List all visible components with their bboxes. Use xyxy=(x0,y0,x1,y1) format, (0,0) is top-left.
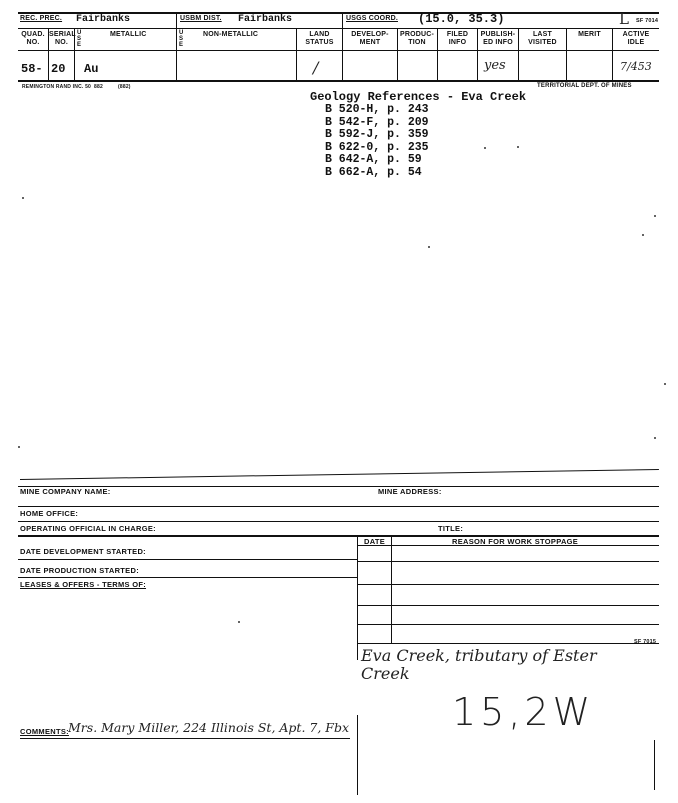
printer-paren: (882) xyxy=(118,84,131,90)
row-active-idle: 7/453 xyxy=(620,60,652,73)
geology-ref: B 662-A, p. 54 xyxy=(325,165,422,179)
mine-address-label: MINE ADDRESS: xyxy=(378,487,442,496)
printer-code: 882 xyxy=(94,84,103,90)
form-number-bottom: SF 7015 xyxy=(634,639,657,645)
corner-mark: L xyxy=(619,10,629,28)
col-non-metallic: NON-METALLIC xyxy=(203,31,259,38)
geology-ref: B 642-A, p. 59 xyxy=(325,153,422,166)
usbm-dist-label: USBM DIST. xyxy=(180,15,222,22)
geology-ref: B 622-0, p. 235 xyxy=(325,140,429,154)
col-use-u-2: U xyxy=(179,30,184,36)
col-development: DEVELOP-MENT xyxy=(351,31,389,46)
reason-column-header: REASON FOR WORK STOPPAGE xyxy=(452,537,579,546)
col-filed-info: FILED INFO xyxy=(446,31,469,46)
handwritten-location-line2: Creek xyxy=(361,664,410,683)
comments-label: COMMENTS: xyxy=(20,727,69,736)
col-quad-no: QUAD. NO. xyxy=(21,31,45,46)
col-production: PRODUC-TION xyxy=(399,31,435,46)
row-serial: 20 xyxy=(51,62,66,76)
geology-title: Geology References - Eva Creek xyxy=(310,90,527,104)
row-metallic: Au xyxy=(84,62,99,76)
col-land-status: LAND STATUS xyxy=(305,31,334,46)
operating-official-label: OPERATING OFFICIAL IN CHARGE: xyxy=(20,524,156,533)
row-land-status: / xyxy=(313,58,319,77)
usbm-dist-value: Fairbanks xyxy=(238,14,293,25)
col-use-e-2: E xyxy=(179,42,184,48)
handwritten-coordinate: 15,2W xyxy=(452,690,595,734)
date-development-label: DATE DEVELOPMENT STARTED: xyxy=(20,547,146,556)
geology-ref: B 542-F, p. 209 xyxy=(325,115,429,129)
col-use-u: U xyxy=(77,30,82,36)
col-use-s-2: S xyxy=(179,36,184,42)
col-serial-no: SERIAL NO. xyxy=(49,31,76,46)
date-production-label: DATE PRODUCTION STARTED: xyxy=(20,566,140,575)
geology-ref: B 520-H, p. 243 xyxy=(325,103,429,116)
territorial-dept: TERRITORIAL DEPT. OF MINES xyxy=(537,83,632,89)
handwritten-location-line1: Eva Creek, tributary of Ester xyxy=(361,646,597,665)
rec-prec-value: Fairbanks xyxy=(76,14,131,25)
printer-line: REMINGTON RAND INC. 50 xyxy=(22,84,92,90)
col-use-e: E xyxy=(77,42,82,48)
geology-refs xyxy=(325,104,429,179)
row-published: yes xyxy=(484,58,506,73)
col-merit: MERIT xyxy=(578,31,601,38)
mine-company-name-label: MINE COMPANY NAME: xyxy=(20,487,111,496)
usgs-coord-value: (15.0, 35.3) xyxy=(418,12,505,26)
leases-offers-label: LEASES & OFFERS - TERMS OF: xyxy=(20,580,147,589)
form-number-top: SF 7014 xyxy=(636,18,659,24)
geology-ref: B 592-J, p. 359 xyxy=(325,128,429,141)
comments-value: Mrs. Mary Miller, 224 Illinois St, Apt. 7, Fbx xyxy=(68,720,350,735)
title-label: TITLE: xyxy=(438,524,464,533)
row-quad: 58- xyxy=(21,62,43,76)
home-office-label: HOME OFFICE: xyxy=(20,509,79,518)
col-use-s: S xyxy=(77,36,82,42)
col-last-visited: LAST VISITED xyxy=(528,31,557,46)
date-column-header: DATE xyxy=(364,537,386,546)
usgs-coord-label: USGS COORD. xyxy=(346,15,398,22)
col-active-idle: ACTIVE IDLE xyxy=(622,31,650,46)
col-published-info: PUBLISH-ED INFO xyxy=(480,31,516,46)
col-metallic: METALLIC xyxy=(110,31,147,38)
rec-prec-label: REC. PREC. xyxy=(20,15,63,22)
